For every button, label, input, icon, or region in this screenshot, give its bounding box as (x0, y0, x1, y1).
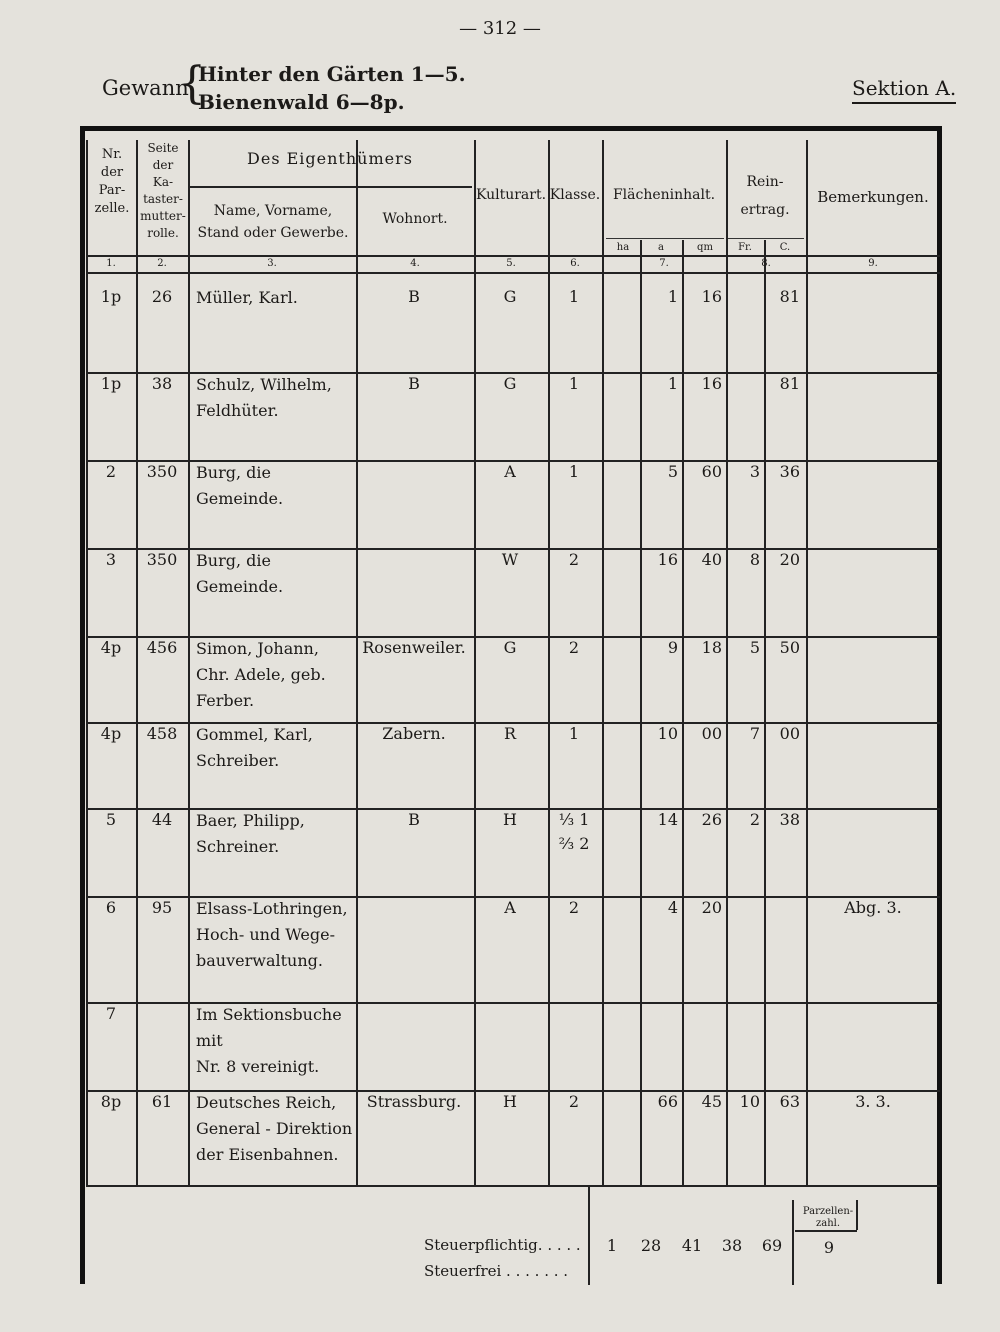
cell-klasse: 2 (568, 638, 580, 657)
cell-kultur: W (501, 550, 519, 569)
cell-name: Deutsches Reich, General - Direktion der Eisenbahnen. (196, 1093, 353, 1164)
cell-klasse: 1 (568, 462, 580, 481)
cell-kultur: A (504, 462, 516, 481)
cell-kultur: G (503, 374, 517, 393)
unit-fr: Fr. (738, 242, 752, 253)
cell-qm: 20 (701, 898, 722, 917)
cell-name: Burg, die Gemeinde. (196, 551, 284, 596)
column-number: 1. (106, 258, 116, 269)
header-seite: Seite der Ka- taster- mutter- rolle. (140, 141, 186, 240)
cell-nr: 2 (105, 462, 117, 481)
header-wohnort: Wohnort. (382, 211, 448, 227)
cell-c: 81 (779, 374, 800, 393)
column-rule (474, 140, 476, 1185)
cell-nr: 1p (100, 287, 122, 306)
cell-seite: 44 (151, 810, 173, 829)
sum-fr: 38 (721, 1236, 743, 1255)
column-number: 8. (761, 258, 771, 269)
cell-c: 81 (779, 287, 800, 306)
sum-c: 69 (761, 1236, 783, 1255)
cell-klasse: 1 (568, 374, 580, 393)
header-reinertrag: Rein- ertrag. (740, 174, 790, 218)
unit-a: a (658, 242, 664, 253)
cell-qm: 16 (701, 287, 722, 306)
sum-ha: 1 (606, 1236, 618, 1255)
cell-seite: 350 (146, 550, 178, 569)
sum-a: 28 (640, 1236, 662, 1255)
cell-wohnort: Zabern. (382, 724, 446, 743)
cell-name: Simon, Johann, Chr. Adele, geb. Ferber. (196, 639, 326, 710)
header-rule (728, 238, 804, 239)
cell-klasse: ⅓ 1 ⅔ 2 (558, 810, 590, 853)
cell-seite: 95 (151, 898, 173, 917)
cell-seite: 38 (151, 374, 173, 393)
header-flaeche: Flächeninhalt. (612, 187, 716, 203)
cell-nr: 5 (105, 810, 117, 829)
header-bemerkungen: Bemerkungen. (817, 188, 929, 206)
column-number: 2. (157, 258, 167, 269)
cell-wohnort: B (408, 810, 420, 829)
cell-fr: 8 (749, 550, 760, 569)
cell-wohnort: B (408, 374, 420, 393)
header-name: Name, Vorname, Stand oder Gewerbe. (197, 203, 349, 241)
cell-a: 4 (667, 898, 678, 917)
parzellen-count: 9 (823, 1238, 835, 1257)
cell-name: Müller, Karl. (196, 288, 298, 307)
column-rule (726, 140, 728, 1185)
cell-nr: 3 (105, 550, 117, 569)
column-rule (806, 140, 808, 1185)
cell-kultur: R (503, 724, 517, 743)
column-number: 5. (506, 258, 516, 269)
cell-qm: 40 (701, 550, 722, 569)
summary-rule (588, 1185, 590, 1285)
gewann-line-1: Hinter den Gärten 1—5. (198, 62, 466, 86)
cell-name: Burg, die Gemeinde. (196, 463, 284, 508)
cell-kultur: G (503, 287, 517, 306)
page-number: — 312 — (459, 18, 541, 39)
cell-c: 50 (779, 638, 800, 657)
cell-seite: 350 (146, 462, 178, 481)
cell-name: Baer, Philipp, Schreiner. (196, 811, 305, 856)
brace-glyph: { (178, 58, 206, 109)
column-number: 9. (868, 258, 878, 269)
cell-nr: 4p (100, 724, 122, 743)
cell-fr: 5 (749, 638, 760, 657)
cell-klasse: 1 (568, 724, 580, 743)
column-rule (136, 140, 138, 1185)
cell-name: Im Sektionsbuche mit Nr. 8 vereinigt. (196, 1005, 342, 1076)
header-rule (86, 272, 940, 274)
column-number: 3. (267, 258, 277, 269)
cell-c: 00 (779, 724, 800, 743)
cell-fr: 7 (749, 724, 760, 743)
steuerpflichtig-label: Steuerpflichtig. . . . . (424, 1236, 581, 1254)
cell-wohnort: B (408, 287, 420, 306)
cell-seite: 458 (146, 724, 178, 743)
header-klasse: Klasse. (549, 187, 601, 203)
cell-qm: 00 (701, 724, 722, 743)
cell-seite: 26 (151, 287, 173, 306)
cell-bem: Abg. 3. (844, 898, 902, 917)
column-number: 7. (659, 258, 669, 269)
cell-nr: 7 (105, 1004, 117, 1023)
summary-rule (792, 1200, 794, 1285)
header-nr: Nr. der Par- zelle. (94, 147, 130, 216)
column-rule (188, 140, 190, 1185)
cell-klasse: 2 (568, 898, 580, 917)
header-rule (86, 255, 940, 257)
column-rule (86, 140, 88, 1185)
cell-c: 63 (779, 1092, 800, 1111)
header-rule (606, 238, 724, 239)
cell-kultur: G (503, 638, 517, 657)
cell-fr: 3 (749, 462, 760, 481)
cell-fr: 2 (749, 810, 760, 829)
column-number: 6. (570, 258, 580, 269)
unit-ha: ha (616, 242, 630, 253)
cell-c: 38 (779, 810, 800, 829)
gewann-line-2: Bienenwald 6—8p. (198, 90, 405, 114)
cell-a: 1 (667, 287, 678, 306)
parzellen-label: Parzellen- zahl. (802, 1206, 854, 1229)
cell-name: Gommel, Karl, Schreiber. (196, 725, 313, 770)
unit-c: C. (779, 242, 791, 253)
cell-kultur: H (503, 1092, 517, 1111)
column-rule (602, 140, 604, 1185)
header-kulturart: Kulturart. (475, 187, 547, 203)
cell-qm: 45 (701, 1092, 722, 1111)
row-rule (86, 1185, 940, 1187)
cell-klasse: 2 (568, 1092, 580, 1111)
cell-wohnort: Strassburg. (366, 1092, 462, 1111)
cell-seite: 61 (151, 1092, 173, 1111)
cell-a: 9 (667, 638, 678, 657)
cell-nr: 6 (105, 898, 117, 917)
cell-name: Elsass-Lothringen, Hoch- und Wege- bauverwaltung. (196, 899, 348, 970)
column-number: 4. (410, 258, 420, 269)
sum-qm: 41 (681, 1236, 703, 1255)
cell-qm: 26 (701, 810, 722, 829)
cell-klasse: 1 (568, 287, 580, 306)
header-rule (190, 186, 472, 188)
cell-a: 14 (657, 810, 678, 829)
cell-wohnort: Rosenweiler. (362, 638, 466, 657)
cell-seite: 456 (146, 638, 178, 657)
cell-qm: 18 (701, 638, 722, 657)
cell-qm: 16 (701, 374, 722, 393)
cell-fr: 10 (739, 1092, 760, 1111)
cell-c: 36 (779, 462, 800, 481)
cell-c: 20 (779, 550, 800, 569)
cell-qm: 60 (701, 462, 722, 481)
cell-a: 10 (657, 724, 678, 743)
gewann-label: Gewann (102, 76, 189, 100)
summary-rule (795, 1230, 857, 1232)
cell-nr: 8p (100, 1092, 122, 1111)
cell-nr: 4p (100, 638, 122, 657)
steuerfrei-label: Steuerfrei . . . . . . . (424, 1262, 569, 1280)
section-label: Sektion A. (852, 76, 956, 104)
cell-bem: 3. 3. (855, 1092, 891, 1111)
cell-name: Schulz, Wilhelm, Feldhüter. (196, 375, 332, 420)
cell-a: 5 (667, 462, 678, 481)
cell-nr: 1p (100, 374, 122, 393)
header-eigenthuemer: Des Eigenthümers (247, 149, 413, 168)
unit-qm: qm (697, 242, 713, 253)
cell-a: 1 (667, 374, 678, 393)
cell-klasse: 2 (568, 550, 580, 569)
cell-a: 16 (657, 550, 678, 569)
cell-kultur: H (503, 810, 517, 829)
cell-kultur: A (504, 898, 516, 917)
cell-a: 66 (657, 1092, 678, 1111)
